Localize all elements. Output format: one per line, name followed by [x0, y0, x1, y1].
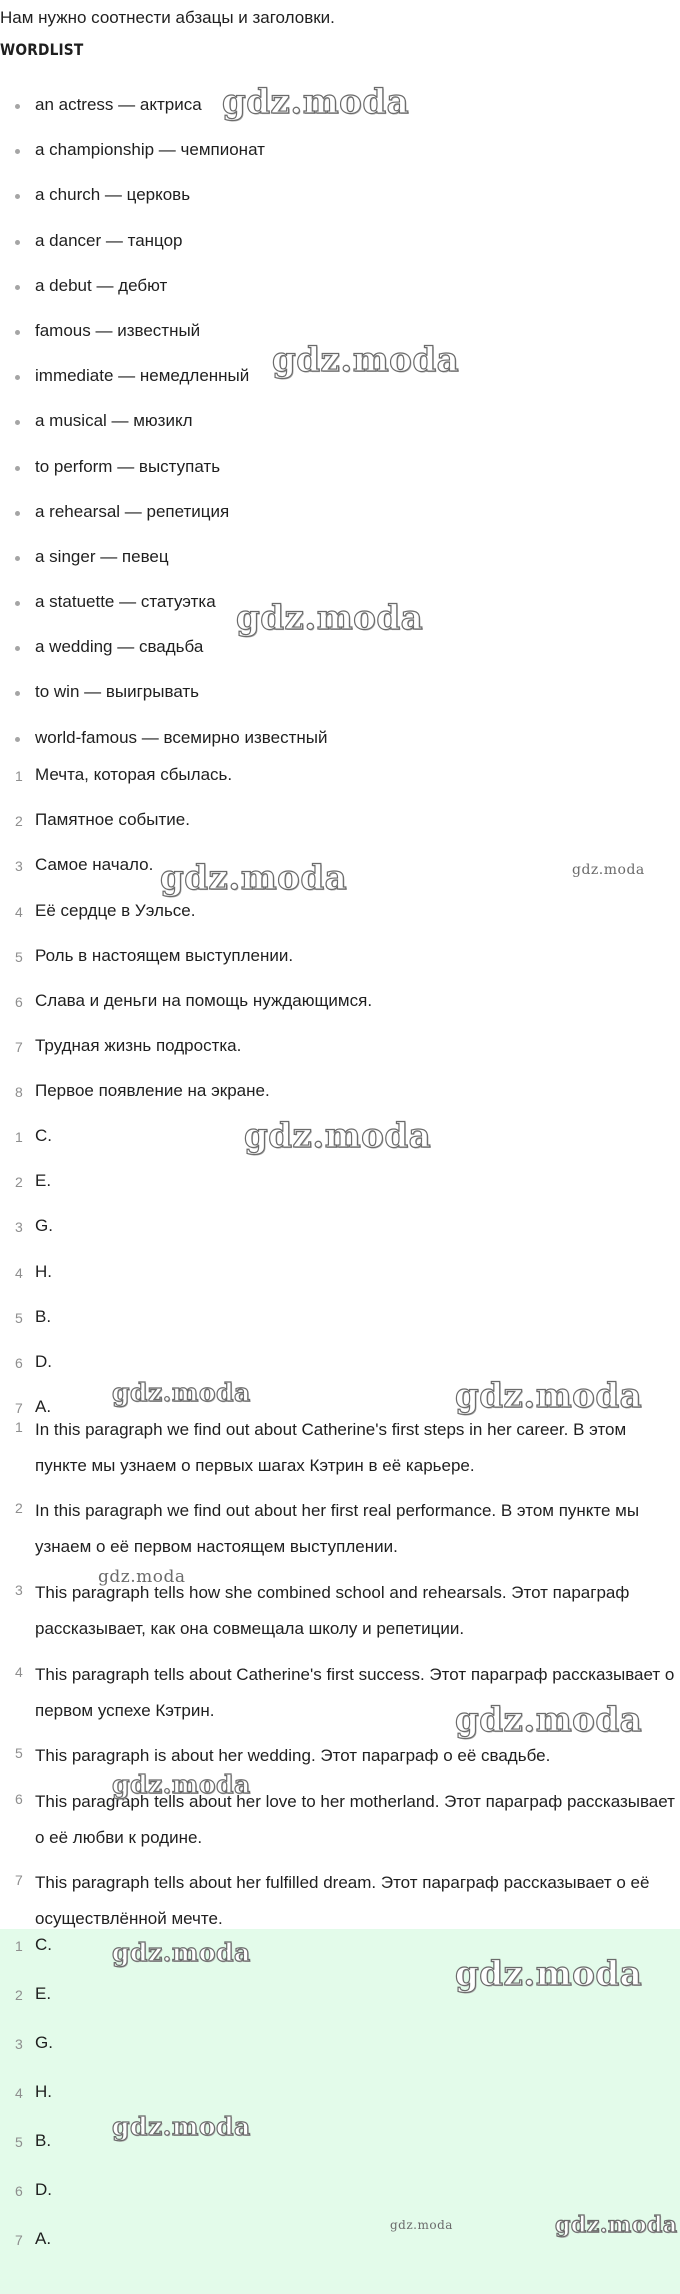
list-item: 4 Её сердце в Уэльсе. — [15, 900, 196, 920]
watermark: gdz.moda — [112, 2112, 251, 2141]
watermark: gdz.moda — [390, 2218, 453, 2232]
list-item: to perform — выступать — [0, 455, 680, 500]
watermark: gdz.moda — [555, 2212, 678, 2238]
list-item: an actress — актриса — [0, 93, 680, 138]
bullet-icon — [15, 511, 20, 516]
list-item: 3 Самое начало. — [15, 855, 154, 875]
list-item: 7 A. — [15, 1397, 52, 1417]
bullet-icon — [15, 646, 20, 651]
watermark: gdz.moda — [455, 1954, 643, 1994]
bullet-icon — [15, 285, 20, 290]
list-item: 5 Роль в настоящем выступлении. — [15, 945, 294, 965]
list-item: 2 E. — [15, 1171, 52, 1191]
list-item: 7 This paragraph tells about her fulfilled dream. Этот параграф рассказывает о её осуществлённой мечте. — [15, 1872, 650, 1928]
list-item: a dancer — танцор — [0, 229, 680, 274]
list-item: 6 D. — [15, 1351, 52, 1371]
wordlist — [0, 93, 680, 771]
paragraphs-list — [0, 1412, 680, 1946]
bullet-icon — [15, 556, 20, 561]
watermark: gdz.moda — [455, 1376, 643, 1416]
list-item: a singer — певец — [0, 545, 680, 590]
list-item: to win — выигрывать — [0, 680, 680, 725]
list-item: world-famous — всемирно известный — [0, 726, 680, 771]
list-item: 3 This paragraph tells how she combined school and rehearsals. Этот параграф рассказывает, как она совмещала школу и репетиции. — [15, 1582, 630, 1638]
list-item: 6 D. — [15, 2180, 52, 2199]
watermark: gdz.moda — [236, 598, 424, 638]
list-item: a debut — дебют — [0, 274, 680, 319]
bullet-icon — [15, 466, 20, 471]
list-item: a musical — мюзикл — [0, 409, 680, 454]
list-item: 4 H. — [15, 1261, 52, 1281]
list-item: a wedding — свадьба — [0, 635, 680, 680]
bullet-icon — [15, 149, 20, 154]
list-item: 3 G. — [15, 2033, 53, 2052]
bullet-icon — [15, 601, 20, 606]
list-item: 5 B. — [15, 2131, 52, 2150]
bullet-icon — [15, 330, 20, 335]
list-item: 1 C. — [15, 1126, 52, 1145]
watermark: gdz.moda — [160, 858, 348, 898]
list-item: 6 Слава и деньги на помощь нуждающимся. — [15, 990, 373, 1010]
list-item: 3 G. — [15, 1216, 53, 1236]
watermark: gdz.moda — [112, 1378, 251, 1407]
list-item: 7 Трудная жизнь подростка. — [15, 1036, 242, 1056]
list-item: immediate — немедленный — [0, 364, 680, 409]
watermark: gdz.moda — [572, 862, 645, 878]
list-item: 1 Мечта, которая сбылась. — [15, 765, 233, 784]
list-item: a church — церковь — [0, 183, 680, 228]
list-item: 5 B. — [15, 1306, 52, 1326]
watermark: gdz.moda — [222, 82, 410, 122]
watermark: gdz.moda — [112, 1770, 251, 1799]
watermark: gdz.moda — [112, 1938, 251, 1967]
list-item: 6 This paragraph tells about her love to her motherland. Этот параграф рассказывает о её любви к родине. — [15, 1791, 675, 1847]
watermark: gdz.moda — [98, 1567, 186, 1587]
list-item: 5 This paragraph is about her wedding. Этот параграф о её свадьбе. — [15, 1745, 551, 1765]
list-item: 2 E. — [15, 1984, 52, 2003]
intro-text: Нам нужно соотнести абзацы и заголовки. — [0, 8, 335, 27]
list-item: 1 C. — [15, 1935, 52, 1954]
list-item: famous — известный — [0, 319, 680, 364]
bullet-icon — [15, 375, 20, 380]
watermark: gdz.moda — [244, 1116, 432, 1156]
list-item: a rehearsal — репетиция — [0, 500, 680, 545]
bullet-icon — [15, 240, 20, 245]
bullet-icon — [15, 104, 20, 109]
list-item: a championship — чемпионат — [0, 138, 680, 183]
list-item: a statuette — статуэтка — [0, 590, 680, 635]
list-item: 7 A. — [15, 2229, 52, 2248]
list-item: 1 In this paragraph we find out about Catherine's first steps in her career. В этом пункте мы узнаем о первых шагах Кэтрин в её карьере. — [15, 1419, 627, 1475]
bullet-icon — [15, 420, 20, 425]
bullet-icon — [15, 194, 20, 199]
list-item: 8 Первое появление на экране. — [15, 1081, 270, 1101]
bullet-icon — [15, 691, 20, 696]
watermark: gdz.moda — [455, 1700, 643, 1740]
bullet-icon — [15, 737, 20, 742]
list-item: 4 This paragraph tells about Catherine's first success. Этот параграф рассказывает о первом успехе Кэтрин. — [15, 1664, 675, 1720]
headings-list — [0, 763, 680, 1125]
list-item: 2 In this paragraph we find out about her first real performance. В этом пункте мы узнаем о её первом настоящем выступлении. — [15, 1500, 640, 1556]
list-item: 4 H. — [15, 2082, 52, 2101]
list-item: 2 Памятное событие. — [15, 810, 190, 830]
wordlist-heading: WORDLIST — [0, 40, 84, 59]
watermark: gdz.moda — [272, 340, 460, 380]
